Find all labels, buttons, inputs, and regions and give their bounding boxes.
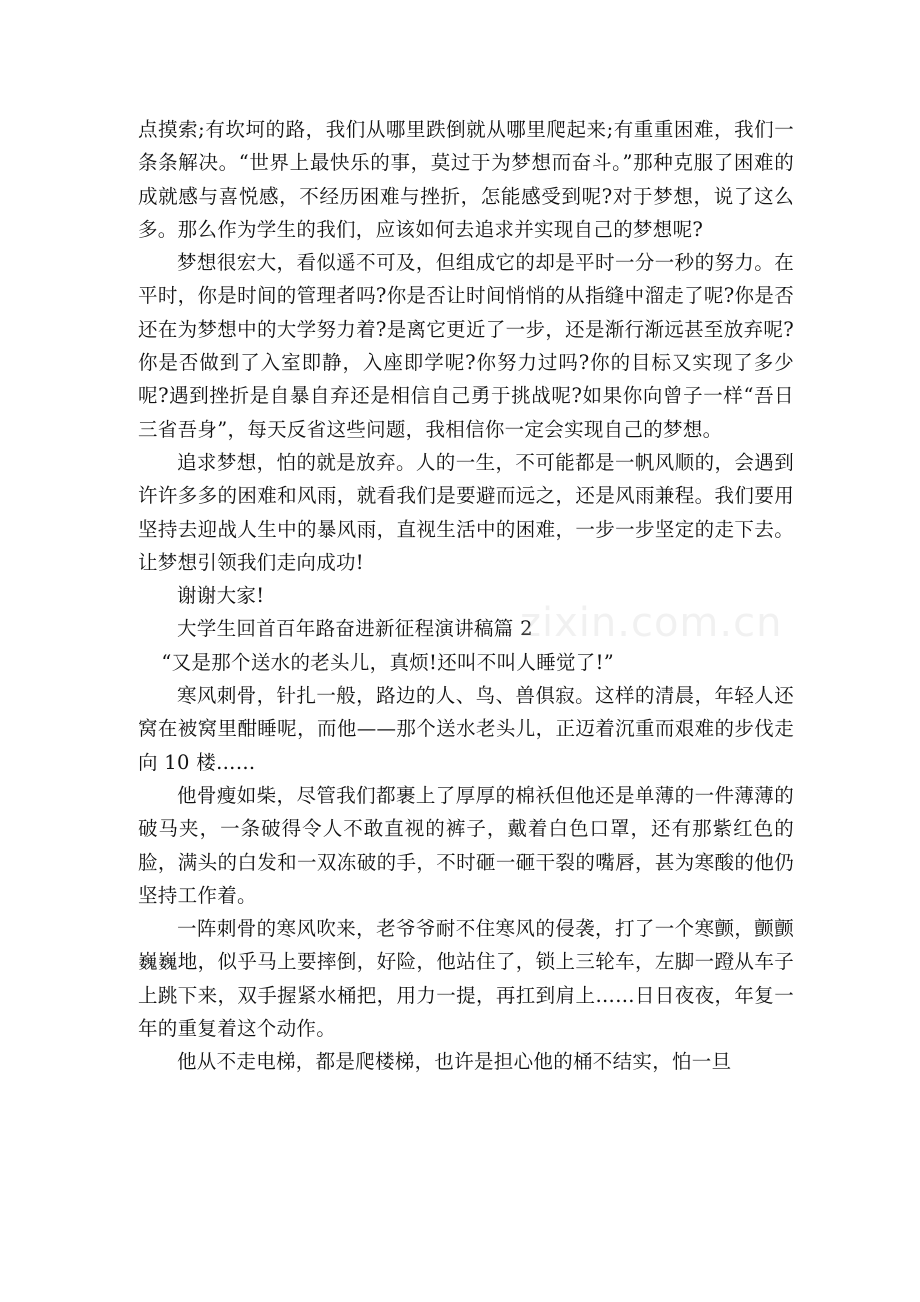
section-heading: 大学生回首百年路奋进新征程演讲稿篇 2 <box>177 617 533 641</box>
paragraph-10: 他从不走电梯，都是爬楼梯，也许是担心他的桶不结实，怕一旦 <box>177 1050 732 1074</box>
paragraph-4: 谢谢大家! <box>177 584 265 608</box>
paragraph-8: 他骨瘦如柴，尽管我们都裹上了厚厚的棉袄但他还是单薄的一件薄薄的破马夹，一条破得令人不敢直视的裤子，戴着白色口罩，还有那紫红色的脸，满头的白发和一双冻破的手，不时砸一砸干裂的嘴唇，甚为寒酸的他仍坚持工作着。 <box>138 783 794 907</box>
paragraph-2: 梦想很宏大，看似遥不可及，但组成它的却是平时一分一秒的努力。在平时，你是时间的管理者吗?你是否让时间悄悄的从指缝中溜走了呢?你是否还在为梦想中的大学努力着?是离它更近了一步，还是渐行渐远甚至放弃呢?你是否做到了入室即静，入座即学呢?你努力过吗?你的目标又实现了多少呢?遇到挫折是自暴自弃还是相信自己勇于挑战呢?如果你向曾子一样“吾日三省吾身”，每天反省这些问题，我相信你一定会实现自己的梦想。 <box>138 251 794 441</box>
document-body <box>138 113 794 1079</box>
paragraph-1: 点摸索;有坎坷的路，我们从哪里跌倒就从哪里爬起来;有重重困难，我们一条条解决。“世界上最快乐的事，莫过于为梦想而奋斗。”那种克服了困难的成就感与喜悦感，不经历困难与挫折，怎能感受到呢?对于梦想，说了这么多。那么作为学生的我们，应该如何去追求并实现自己的梦想呢? <box>138 118 794 241</box>
paragraph-7: 寒风刺骨，针扎一般，路边的人、鸟、兽俱寂。这样的清晨，年轻人还窝在被窝里酣睡呢，而他——那个送水老头儿，正迈着沉重而艰难的步伐走向 10 楼…… <box>138 684 794 774</box>
quote-line: “又是那个送水的老头儿，真烦!还叫不叫人睡觉了!” <box>161 650 615 674</box>
paragraph-3: 追求梦想，怕的就是放弃。人的一生，不可能都是一帆风顺的，会遇到许许多多的困难和风雨，就看我们是要避而远之，还是风雨兼程。我们要用坚持去迎战人生中的暴风雨，直视生活中的困难，一步一步坚定的走下去。让梦想引领我们走向成功! <box>138 450 794 574</box>
paragraph-9: 一阵刺骨的寒风吹来，老爷爷耐不住寒风的侵袭，打了一个寒颤，颤颤巍巍地，似乎马上要摔倒，好险，他站住了，锁上三轮车，左脚一蹬从车子上跳下来，双手握紧水桶把，用力一提，再扛到肩上……日日夜夜，年复一年的重复着这个动作。 <box>138 917 794 1041</box>
watermark: zixin.com.cn <box>520 600 783 646</box>
